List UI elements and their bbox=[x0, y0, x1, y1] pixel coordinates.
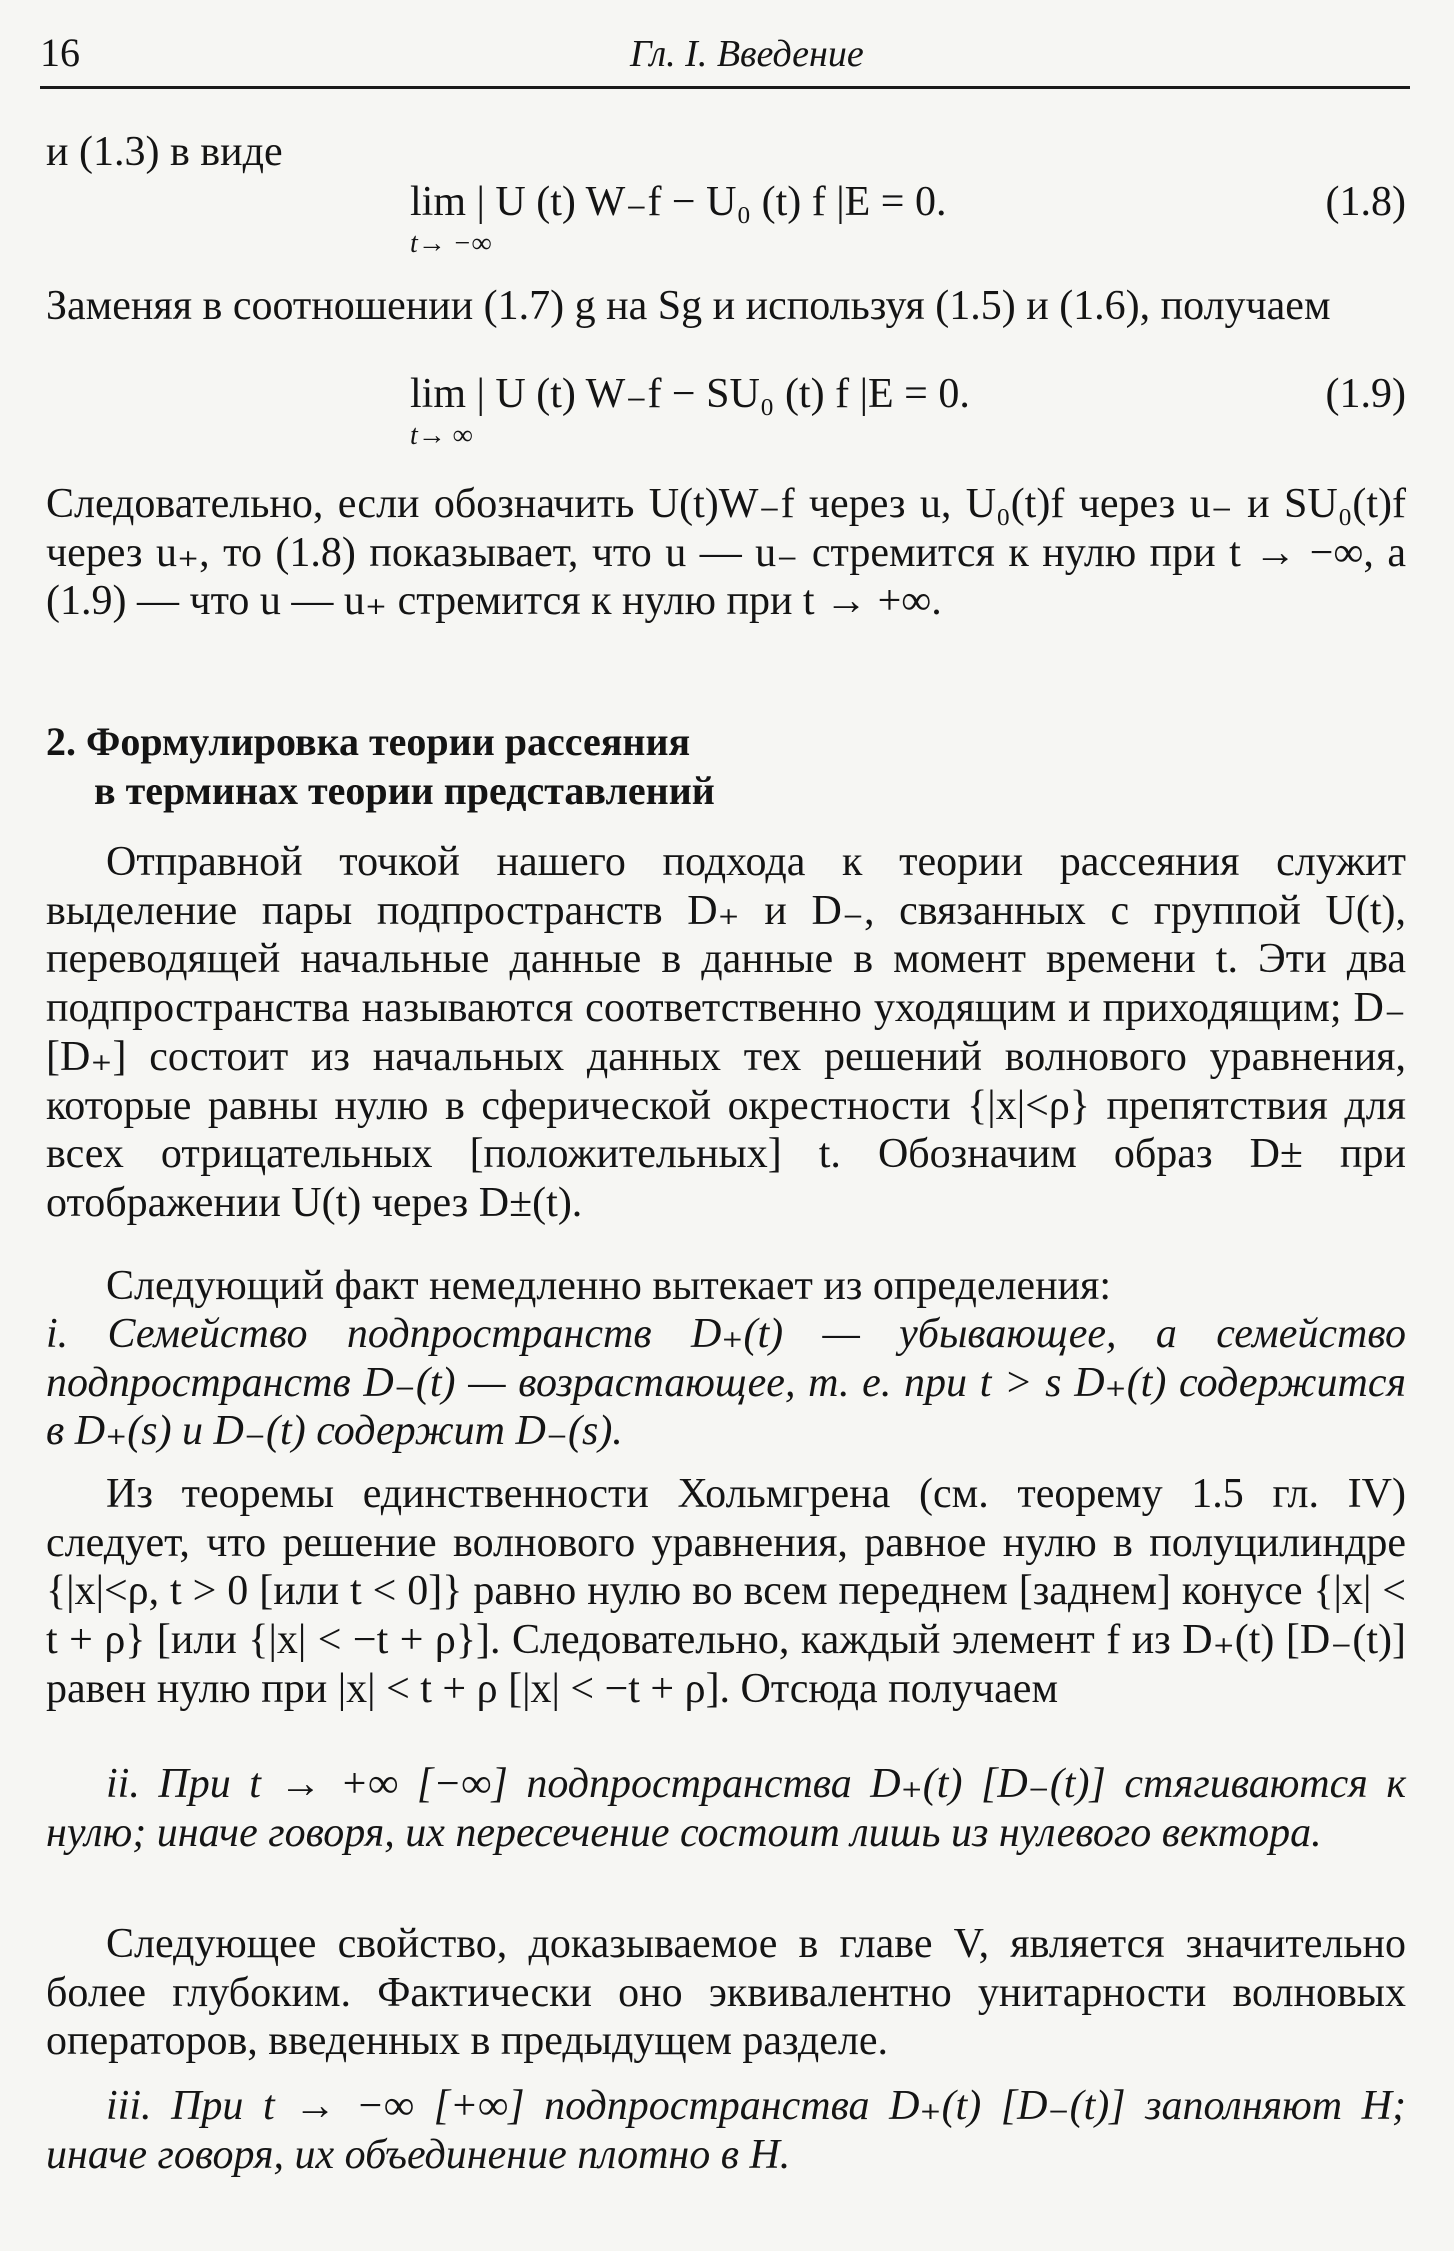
equation-1-8-number: (1.8) bbox=[1325, 179, 1406, 225]
holmgren-paragraph bbox=[46, 1470, 1406, 1714]
equation-1-8-body: lim | U (t) W₋f − U₀ (t) f |E = 0. bbox=[410, 179, 947, 225]
equation-1-9-body: lim | U (t) W₋f − SU₀ (t) f |E = 0. bbox=[410, 371, 970, 417]
running-title: Гл. I. Введение bbox=[630, 33, 864, 75]
equation-1-8-limit: t→ −∞ bbox=[410, 228, 492, 259]
consequently-text: Следовательно, если обозначить U(t)W₋f через u, U₀(t)f через u₋ и SU₀(t)f через u₊, то (1.8) показывает, что u — u₋ стремится к нулю при t → −∞, а (1.9) — что u — u₊ стремится к нулю при t → +∞. bbox=[46, 481, 1406, 625]
equation-1-9-limit: t→ ∞ bbox=[410, 420, 473, 451]
para2-intro-text: Следующий факт немедленно вытекает из определения: bbox=[106, 1263, 1112, 1309]
section-heading-line2: в терминах теории представлений bbox=[94, 767, 715, 813]
section-heading-line1: 2. Формулировка теории рассеяния bbox=[46, 719, 691, 764]
equation-1-8 bbox=[410, 178, 1406, 268]
page-header bbox=[40, 26, 1410, 89]
deeper-property-paragraph bbox=[46, 1920, 1406, 2066]
intro-text: и (1.3) в виде bbox=[46, 129, 283, 175]
para3-text: Из теоремы единственности Хольмгрена (см. теорему 1.5 гл. IV) следует, что решение волнового уравнения, равное нулю в полуцилиндре {|x|<ρ, t > 0 [или t < 0]} равно нулю во всем переднем [заднем] конусе {|x| < t + ρ} [или {|x| < −t + ρ}]. Следовательно, каждый элемент f из D₊(t) [D₋(t)] равен нулю при |x| < t + ρ [|x| < −t + ρ]. Отсюда получаем bbox=[46, 1471, 1406, 1712]
replace-paragraph bbox=[46, 282, 1406, 331]
para4-text: Следующее свойство, доказываемое в главе V, является значительно более глубоким. Фактически оно эквивалентно унитарности волновых операторов, введенных в предыдущем разделе. bbox=[46, 1921, 1406, 2065]
proposition-i bbox=[46, 1310, 1406, 1456]
consequently-paragraph bbox=[46, 480, 1406, 626]
prop-ii-text: ii. При t → +∞ [−∞] подпространства D₊(t) [D₋(t)] стягиваются к нулю; иначе говоря, их пересечение состоит лишь из нулевого вектора. bbox=[46, 1761, 1406, 1856]
proposition-iii bbox=[46, 2082, 1406, 2179]
para1-text: Отправной точкой нашего подхода к теории рассеяния служит выделение пары подпространств D₊ и D₋, связанных с группой U(t), переводящей начальные данные в данные в момент времени t. Эти два подпространства называются соответственно уходящим и приходящим; D₋ [D₊] состоит из начальных данных тех решений волнового уравнения, которые равны нулю в сферической окрестности {|x|<ρ} препятствия для всех отрицательных [положительных] t. Обозначим образ D± при отображении U(t) через D±(t). bbox=[46, 839, 1406, 1227]
intro-line bbox=[46, 128, 1406, 177]
proposition-ii bbox=[46, 1760, 1406, 1857]
replace-text: Заменяя в соотношении (1.7) g на Sg и используя (1.5) и (1.6), получаем bbox=[46, 283, 1331, 329]
section-paragraph-1 bbox=[46, 838, 1406, 1228]
equation-1-9-number: (1.9) bbox=[1325, 371, 1406, 417]
section-heading bbox=[46, 718, 1046, 816]
fact-intro bbox=[46, 1262, 1406, 1311]
page-number: 16 bbox=[40, 30, 80, 75]
equation-1-9 bbox=[410, 370, 1406, 460]
prop-iii-text: iii. При t → −∞ [+∞] подпространства D₊(t) [D₋(t)] заполняют H; иначе говоря, их объединение плотно в H. bbox=[46, 2083, 1406, 2178]
prop-i-text: i. Семейство подпространств D₊(t) — убывающее, а семейство подпространств D₋(t) — возрастающее, т. е. при t > s D₊(t) содержится в D₊(s) и D₋(t) содержит D₋(s). bbox=[46, 1311, 1406, 1455]
